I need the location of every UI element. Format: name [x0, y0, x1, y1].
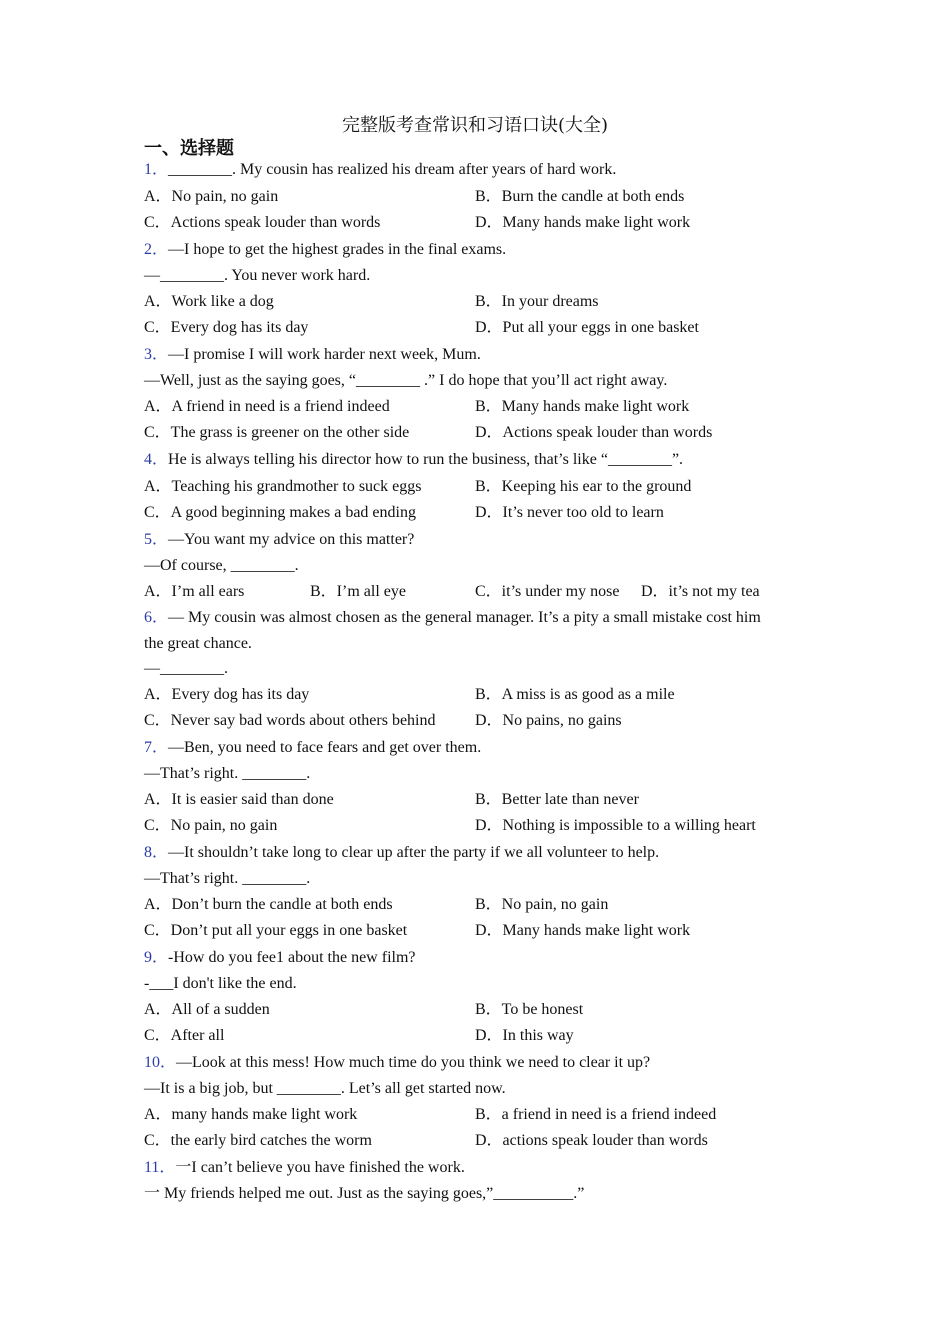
option-b: B．No pain, no gain — [475, 896, 609, 913]
option-a: A．All of a sudden — [144, 1001, 270, 1018]
question-2-stem-line2: —________. You never work hard. — [144, 267, 371, 284]
question-6-stem-line2: —________. — [144, 660, 228, 677]
question-8-stem: 8．—It shouldn’t take long to clear up after the party if we all volunteer to help. — [144, 844, 660, 861]
option-b: B．Burn the candle at both ends — [475, 188, 685, 205]
question-11-stem-line2: 一 My friends helped me out. Just as the saying goes,”__________.” — [144, 1185, 585, 1202]
option-d: D．it’s not my tea — [641, 583, 760, 600]
option-b: B．A miss is as good as a mile — [475, 686, 675, 703]
question-1-stem: 1．________. My cousin has realized his dream after years of hard work. — [144, 161, 617, 178]
option-c: C．A good beginning makes a bad ending — [144, 504, 416, 521]
option-a: A．No pain, no gain — [144, 188, 279, 205]
section-heading: 一、选择题 — [144, 138, 234, 159]
option-d: D．Put all your eggs in one basket — [475, 319, 699, 336]
option-d: D．No pains, no gains — [475, 712, 622, 729]
question-number: 11． — [144, 1159, 176, 1176]
option-b: B．Many hands make light work — [475, 398, 690, 415]
option-b: B．In your dreams — [475, 293, 599, 310]
page-title: 完整版考查常识和习语口诀(大全) — [341, 115, 609, 136]
option-b: B．Better late than never — [475, 791, 639, 808]
question-number: 6． — [144, 609, 169, 626]
option-a: A．Every dog has its day — [144, 686, 310, 703]
option-d: D．In this way — [475, 1027, 574, 1044]
option-c: C．it’s under my nose — [475, 583, 620, 600]
option-c: C．the early bird catches the worm — [144, 1132, 372, 1149]
question-number: 10． — [144, 1054, 177, 1071]
question-9-stem-line2: -___I don't like the end. — [144, 975, 297, 992]
question-6-stem: 6．— My cousin was almost chosen as the general manager. It’s a pity a small mistake cost him — [144, 609, 761, 626]
option-b: B．I’m all eye — [310, 583, 406, 600]
question-3-stem: 3．—I promise I will work harder next week, Mum. — [144, 346, 481, 363]
question-9-stem: 9．-How do you fee1 about the new film? — [144, 949, 416, 966]
question-number: 5． — [144, 531, 169, 548]
question-6-stem-continued: the great chance. — [144, 635, 252, 652]
option-a: A．It is easier said than done — [144, 791, 334, 808]
option-c: C．Never say bad words about others behind — [144, 712, 436, 729]
option-a: A．I’m all ears — [144, 583, 245, 600]
question-4-stem: 4．He is always telling his director how to run the business, that’s like “________”. — [144, 451, 684, 468]
question-8-stem-line2: —That’s right. ________. — [144, 870, 311, 887]
option-b: B．a friend in need is a friend indeed — [475, 1106, 717, 1123]
question-number: 9． — [144, 949, 169, 966]
option-d: D．actions speak louder than words — [475, 1132, 708, 1149]
option-a: A．Don’t burn the candle at both ends — [144, 896, 393, 913]
option-a: A．Work like a dog — [144, 293, 274, 310]
question-3-stem-line2: —Well, just as the saying goes, “________ .” I do hope that you’ll act right away. — [144, 372, 668, 389]
option-b: B．Keeping his ear to the ground — [475, 478, 692, 495]
option-d: D．Nothing is impossible to a willing heart — [475, 817, 756, 834]
question-11-stem: 11．一I can’t believe you have finished the work. — [144, 1159, 465, 1176]
question-7-stem-line2: —That’s right. ________. — [144, 765, 311, 782]
question-number: 7． — [144, 739, 169, 756]
option-c: C．Don’t put all your eggs in one basket — [144, 922, 408, 939]
question-10-stem: 10．—Look at this mess! How much time do you think we need to clear it up? — [144, 1054, 651, 1071]
option-c: C．After all — [144, 1027, 225, 1044]
question-5-stem: 5．—You want my advice on this matter? — [144, 531, 415, 548]
question-5-stem-line2: —Of course, ________. — [144, 557, 299, 574]
option-d: D．Actions speak louder than words — [475, 424, 713, 441]
option-a: A．A friend in need is a friend indeed — [144, 398, 390, 415]
option-c: C．Every dog has its day — [144, 319, 309, 336]
option-c: C．No pain, no gain — [144, 817, 278, 834]
option-a: A．many hands make light work — [144, 1106, 358, 1123]
option-a: A．Teaching his grandmother to suck eggs — [144, 478, 422, 495]
question-number: 4． — [144, 451, 169, 468]
question-number: 2． — [144, 241, 169, 258]
question-number: 3． — [144, 346, 169, 363]
question-2-stem: 2．—I hope to get the highest grades in the final exams. — [144, 241, 507, 258]
option-d: D．Many hands make light work — [475, 922, 691, 939]
option-c: C．Actions speak louder than words — [144, 214, 381, 231]
question-7-stem: 7．—Ben, you need to face fears and get over them. — [144, 739, 482, 756]
question-number: 8． — [144, 844, 169, 861]
option-b: B．To be honest — [475, 1001, 584, 1018]
question-10-stem-line2: —It is a big job, but ________. Let’s all get started now. — [144, 1080, 506, 1097]
option-d: D．It’s never too old to learn — [475, 504, 664, 521]
question-number: 1． — [144, 161, 169, 178]
option-c: C．The grass is greener on the other side — [144, 424, 410, 441]
option-d: D．Many hands make light work — [475, 214, 691, 231]
